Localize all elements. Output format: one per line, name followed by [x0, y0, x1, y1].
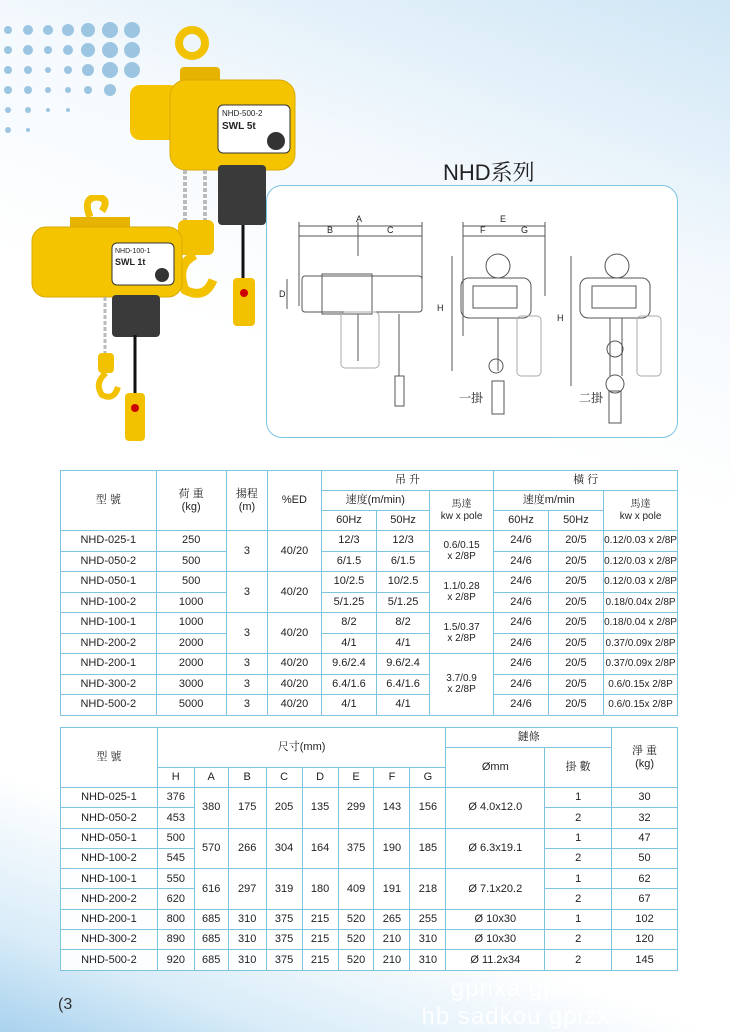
dim-a-cell: 380: [194, 788, 228, 829]
header-dim-g: G: [410, 768, 446, 788]
dim-h-cell: 376: [157, 788, 194, 808]
dim-label-f: F: [480, 225, 486, 235]
ed-cell: 40/20: [268, 531, 321, 572]
hoist-speed-60hz-cell: 9.6/2.4: [321, 654, 377, 675]
traverse-motor-cell: 0.12/0.03 x 2/8P: [604, 572, 678, 593]
load-cell: 2000: [156, 633, 226, 654]
chain-diameter-cell: Ø 4.0x12.0: [446, 788, 545, 829]
dim-d-cell: 215: [302, 909, 338, 929]
chain-diameter-cell: Ø 10x30: [446, 909, 545, 929]
dim-a-cell: 685: [194, 909, 228, 929]
dim-c-cell: 375: [266, 930, 302, 950]
model-cell: NHD-300-2: [61, 674, 157, 695]
hoist-speed-50hz-cell: 12/3: [377, 531, 430, 552]
hoist-speed-50hz-cell: 4/1: [377, 695, 430, 716]
ed-cell: 40/20: [268, 572, 321, 613]
dim-h-cell: 500: [157, 828, 194, 848]
dim-g-cell: 156: [410, 788, 446, 829]
dim-b-cell: 310: [228, 950, 266, 970]
header-dim-c: C: [266, 768, 302, 788]
header-traverse-50hz: 50Hz: [548, 511, 603, 531]
model-cell: NHD-100-2: [61, 592, 157, 613]
hoist-speed-50hz-cell: 8/2: [377, 613, 430, 634]
dimension-table: [60, 727, 678, 971]
dimension-drawings: [267, 186, 679, 439]
header-model: 型 號: [61, 471, 157, 531]
falls-cell: 2: [545, 930, 612, 950]
model-cell: NHD-050-1: [61, 828, 158, 848]
net-weight-cell: 32: [612, 808, 678, 828]
table-row: [61, 828, 678, 848]
model-cell: NHD-025-1: [61, 788, 158, 808]
model-cell: NHD-025-1: [61, 531, 157, 552]
lift-cell: 3: [226, 674, 268, 695]
load-cell: 2000: [156, 654, 226, 675]
dim-h-cell: 620: [157, 889, 194, 909]
dim-label-d: D: [279, 289, 286, 299]
falls-cell: 1: [545, 909, 612, 929]
header-dim-f: F: [374, 768, 410, 788]
dim-label-c: C: [387, 225, 394, 235]
dim-h-cell: 920: [157, 950, 194, 970]
dim-c-cell: 205: [266, 788, 302, 829]
table-row: [61, 674, 678, 695]
hoist-plate-swl: SWL 1t: [115, 257, 146, 267]
dim-c-cell: 304: [266, 828, 302, 869]
dim-a-cell: 685: [194, 930, 228, 950]
traverse-speed-50hz-cell: 20/5: [548, 592, 603, 613]
header-traverse-motor: 馬達 kw x pole: [604, 491, 678, 531]
traverse-speed-60hz-cell: 24/6: [494, 531, 548, 552]
header-falls: 掛 數: [545, 748, 612, 788]
dim-f-cell: 265: [374, 909, 410, 929]
page-number: (3: [58, 996, 73, 1013]
dim-e-cell: 299: [338, 788, 374, 829]
hoist-speed-60hz-cell: 8/2: [321, 613, 377, 634]
table-row: [61, 909, 678, 929]
traverse-speed-50hz-cell: 20/5: [548, 654, 603, 675]
dim-e-cell: 520: [338, 909, 374, 929]
lift-cell: 3: [226, 654, 268, 675]
header-dimensions: 尺寸(mm): [157, 728, 446, 768]
header-hoist-motor: 馬達 kw x pole: [429, 491, 493, 531]
dim-label-h-single: H: [437, 303, 444, 313]
dim-d-cell: 215: [302, 950, 338, 970]
hoist-speed-60hz-cell: 10/2.5: [321, 572, 377, 593]
traverse-speed-60hz-cell: 24/6: [494, 695, 548, 716]
hoist-speed-60hz-cell: 5/1.25: [321, 592, 377, 613]
model-cell: NHD-200-1: [61, 654, 157, 675]
lift-cell: 3: [226, 695, 268, 716]
background-text: ouigp: [660, 1003, 724, 1030]
net-weight-cell: 102: [612, 909, 678, 929]
dim-f-cell: 210: [374, 950, 410, 970]
traverse-speed-50hz-cell: 20/5: [548, 674, 603, 695]
traverse-speed-50hz-cell: 20/5: [548, 551, 603, 572]
table-row: [61, 633, 678, 654]
dim-e-cell: 520: [338, 930, 374, 950]
hoist-motor-cell: 3.7/0.9 x 2/8P: [429, 654, 493, 716]
model-cell: NHD-050-2: [61, 808, 158, 828]
dim-f-cell: 191: [374, 869, 410, 910]
traverse-motor-cell: 0.6/0.15x 2/8P: [604, 695, 678, 716]
traverse-speed-60hz-cell: 24/6: [494, 572, 548, 593]
traverse-motor-cell: 0.18/0.04x 2/8P: [604, 592, 678, 613]
dim-d-cell: 215: [302, 930, 338, 950]
hoist-motor-cell: 1.5/0.37 x 2/8P: [429, 613, 493, 654]
net-weight-cell: 62: [612, 869, 678, 889]
traverse-motor-cell: 0.12/0.03 x 2/8P: [604, 531, 678, 552]
header-hoist-60hz: 60Hz: [321, 511, 377, 531]
dim-b-cell: 310: [228, 930, 266, 950]
dim-g-cell: 310: [410, 930, 446, 950]
traverse-motor-cell: 0.12/0.03 x 2/8P: [604, 551, 678, 572]
ed-cell: 40/20: [268, 674, 321, 695]
dim-label-g: G: [521, 225, 529, 235]
dim-h-cell: 890: [157, 930, 194, 950]
traverse-speed-50hz-cell: 20/5: [548, 572, 603, 593]
dim-b-cell: 266: [228, 828, 266, 869]
hoist-plate-swl: SWL 5t: [222, 121, 256, 132]
net-weight-cell: 145: [612, 950, 678, 970]
hoist-speed-60hz-cell: 4/1: [321, 633, 377, 654]
table-row: [61, 613, 678, 634]
dim-c-cell: 375: [266, 909, 302, 929]
dim-label-h-double: H: [557, 313, 564, 323]
header-net-weight: 淨 重 (kg): [612, 728, 678, 788]
table-row: [61, 869, 678, 889]
ed-cell: 40/20: [268, 695, 321, 716]
load-cell: 1000: [156, 592, 226, 613]
header-traverse-speed: 速度m/min: [494, 491, 604, 511]
hoist-speed-60hz-cell: 4/1: [321, 695, 377, 716]
table-row: [61, 572, 678, 593]
traverse-speed-60hz-cell: 24/6: [494, 592, 548, 613]
load-cell: 3000: [156, 674, 226, 695]
dim-e-cell: 520: [338, 950, 374, 970]
model-cell: NHD-050-1: [61, 572, 157, 593]
traverse-speed-60hz-cell: 24/6: [494, 633, 548, 654]
dim-h-cell: 800: [157, 909, 194, 929]
header-dim-h: H: [157, 768, 194, 788]
dim-d-cell: 180: [302, 869, 338, 910]
traverse-speed-50hz-cell: 20/5: [548, 695, 603, 716]
header-dim-b: B: [228, 768, 266, 788]
hoist-motor-cell: 1.1/0.28 x 2/8P: [429, 572, 493, 613]
series-title: NHD系列: [443, 160, 535, 185]
dim-g-cell: 185: [410, 828, 446, 869]
model-cell: NHD-300-2: [61, 930, 158, 950]
lift-cell: 3: [226, 531, 268, 572]
traverse-motor-cell: 0.37/0.09x 2/8P: [604, 654, 678, 675]
ed-cell: 40/20: [268, 654, 321, 675]
dim-label-b: B: [327, 225, 334, 235]
load-cell: 250: [156, 531, 226, 552]
model-cell: NHD-200-2: [61, 889, 158, 909]
load-cell: 500: [156, 551, 226, 572]
model-cell: NHD-200-2: [61, 633, 157, 654]
dim-h-cell: 453: [157, 808, 194, 828]
dim-label-e: E: [500, 214, 507, 224]
traverse-speed-50hz-cell: 20/5: [548, 633, 603, 654]
traverse-speed-60hz-cell: 24/6: [494, 551, 548, 572]
net-weight-cell: 47: [612, 828, 678, 848]
table-row: [61, 654, 678, 675]
dim-e-cell: 409: [338, 869, 374, 910]
dim-g-cell: 255: [410, 909, 446, 929]
table-row: [61, 592, 678, 613]
model-cell: NHD-050-2: [61, 551, 157, 572]
lift-cell: 3: [226, 613, 268, 654]
hoist-speed-60hz-cell: 6.4/1.6: [321, 674, 377, 695]
falls-cell: 1: [545, 788, 612, 808]
falls-cell: 2: [545, 889, 612, 909]
dim-f-cell: 190: [374, 828, 410, 869]
falls-cell: 2: [545, 950, 612, 970]
load-cell: 5000: [156, 695, 226, 716]
net-weight-cell: 50: [612, 848, 678, 868]
model-cell: NHD-100-2: [61, 848, 158, 868]
traverse-speed-50hz-cell: 20/5: [548, 613, 603, 634]
dim-a-cell: 570: [194, 828, 228, 869]
load-cell: 1000: [156, 613, 226, 634]
hoist-plate-model: NHD-500-2: [222, 109, 263, 118]
background-text: gpnxa gpseoul: [450, 975, 620, 1002]
hoist-plate-model: NHD-100-1: [115, 248, 151, 255]
header-hoisting: 吊 升: [321, 471, 494, 491]
dim-h-cell: 550: [157, 869, 194, 889]
dim-f-cell: 210: [374, 930, 410, 950]
header-dim-a: A: [194, 768, 228, 788]
model-cell: NHD-200-1: [61, 909, 158, 929]
chain-diameter-cell: Ø 11.2x34: [446, 950, 545, 970]
hoist-speed-50hz-cell: 6.4/1.6: [377, 674, 430, 695]
falls-cell: 1: [545, 869, 612, 889]
dim-b-cell: 310: [228, 909, 266, 929]
hoist-speed-50hz-cell: 4/1: [377, 633, 430, 654]
model-cell: NHD-100-1: [61, 869, 158, 889]
traverse-speed-60hz-cell: 24/6: [494, 674, 548, 695]
dim-c-cell: 375: [266, 950, 302, 970]
table-row: [61, 930, 678, 950]
single-fall-label: 一掛: [459, 391, 484, 405]
header-traverse: 橫 行: [494, 471, 678, 491]
header-dim-e: E: [338, 768, 374, 788]
header-chain: 鏈條: [446, 728, 612, 748]
dim-label-a: A: [356, 214, 363, 224]
hoist-motor-cell: 0.6/0.15 x 2/8P: [429, 531, 493, 572]
dim-d-cell: 164: [302, 828, 338, 869]
header-hoist-50hz: 50Hz: [377, 511, 430, 531]
header-hoist-speed: 速度(m/min): [321, 491, 429, 511]
specification-table: [60, 470, 678, 716]
hoist-speed-50hz-cell: 5/1.25: [377, 592, 430, 613]
falls-cell: 1: [545, 828, 612, 848]
model-cell: NHD-500-2: [61, 950, 158, 970]
table-row: [61, 531, 678, 552]
dim-g-cell: 310: [410, 950, 446, 970]
hoist-speed-60hz-cell: 12/3: [321, 531, 377, 552]
dim-e-cell: 375: [338, 828, 374, 869]
lift-cell: 3: [226, 572, 268, 613]
table-row: [61, 551, 678, 572]
dim-a-cell: 616: [194, 869, 228, 910]
traverse-speed-60hz-cell: 24/6: [494, 654, 548, 675]
hoist-speed-50hz-cell: 10/2.5: [377, 572, 430, 593]
background-text: hb sadkou gpizx: [421, 1003, 610, 1030]
dimension-diagram: [266, 185, 678, 438]
dim-b-cell: 297: [228, 869, 266, 910]
header-chain-diameter: Ømm: [446, 748, 545, 788]
header-lift: 揚程 (m): [226, 471, 268, 531]
falls-cell: 2: [545, 848, 612, 868]
chain-diameter-cell: Ø 6.3x19.1: [446, 828, 545, 869]
chain-diameter-cell: Ø 10x30: [446, 930, 545, 950]
hoist-speed-60hz-cell: 6/1.5: [321, 551, 377, 572]
header-traverse-60hz: 60Hz: [494, 511, 548, 531]
dim-b-cell: 175: [228, 788, 266, 829]
load-cell: 500: [156, 572, 226, 593]
hoist-speed-50hz-cell: 9.6/2.4: [377, 654, 430, 675]
dim-g-cell: 218: [410, 869, 446, 910]
dim-a-cell: 685: [194, 950, 228, 970]
chain-diameter-cell: Ø 7.1x20.2: [446, 869, 545, 910]
dim-d-cell: 135: [302, 788, 338, 829]
double-fall-label: 二掛: [579, 391, 604, 405]
traverse-speed-60hz-cell: 24/6: [494, 613, 548, 634]
traverse-motor-cell: 0.6/0.15x 2/8P: [604, 674, 678, 695]
net-weight-cell: 120: [612, 930, 678, 950]
table-row: [61, 788, 678, 808]
dim-c-cell: 319: [266, 869, 302, 910]
hoist-speed-50hz-cell: 6/1.5: [377, 551, 430, 572]
net-weight-cell: 67: [612, 889, 678, 909]
traverse-motor-cell: 0.37/0.09x 2/8P: [604, 633, 678, 654]
model-cell: NHD-100-1: [61, 613, 157, 634]
table-row: [61, 695, 678, 716]
traverse-motor-cell: 0.18/0.04 x 2/8P: [604, 613, 678, 634]
header-ed: %ED: [268, 471, 321, 531]
traverse-speed-50hz-cell: 20/5: [548, 531, 603, 552]
model-cell: NHD-500-2: [61, 695, 157, 716]
net-weight-cell: 30: [612, 788, 678, 808]
table-row: [61, 950, 678, 970]
header-model: 型 號: [61, 728, 158, 788]
hoist-image-1t: [30, 195, 200, 445]
header-dim-d: D: [302, 768, 338, 788]
dim-h-cell: 545: [157, 848, 194, 868]
falls-cell: 2: [545, 808, 612, 828]
header-load: 荷 重 (kg): [156, 471, 226, 531]
ed-cell: 40/20: [268, 613, 321, 654]
dim-f-cell: 143: [374, 788, 410, 829]
